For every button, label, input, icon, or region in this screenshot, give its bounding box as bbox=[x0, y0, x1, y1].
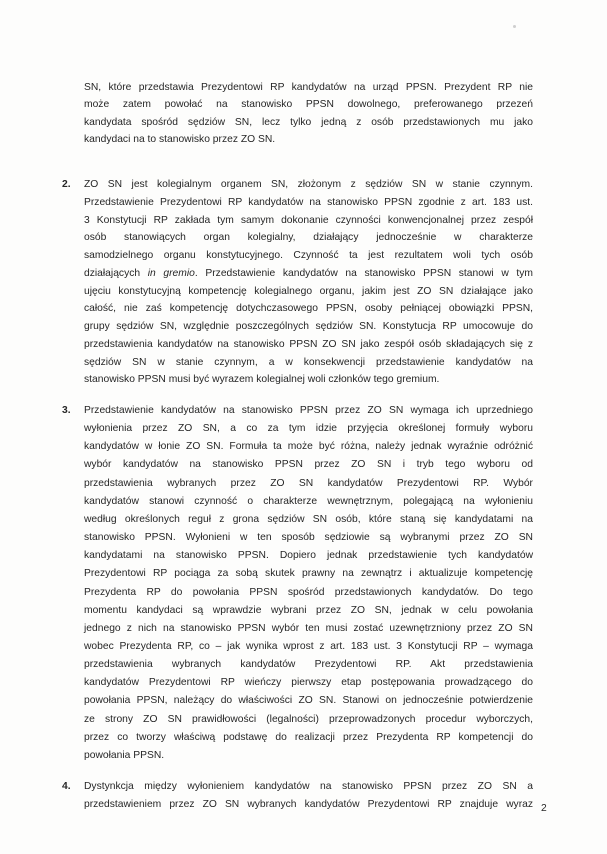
paragraph-number: 3. bbox=[62, 405, 71, 416]
text-line: Dystynkcja między wyłonieniem kandydatów na stanowisko PPSN przez ZO SN a bbox=[84, 781, 533, 792]
text-line: kandydatów Prezydentowi RP wieńczy pierwszy etap postępowania prowadzącego do bbox=[84, 677, 533, 689]
text-line: ZO SN jest kolegialnym organem SN, złożonym z sędziów SN w stanie czynnym. bbox=[84, 179, 533, 190]
text-line: kandydatów stanowi czynność o charakterze wewnętrznym, polegającą na wyłonieniu bbox=[84, 495, 533, 507]
text-line: Przedstawienie kandydatów na stanowisko PPSN przez ZO SN wymaga ich uprzedniego bbox=[84, 405, 533, 416]
text-line: może zatem powołać na stanowisko PPSN dowolnego, preferowanego przezeń bbox=[84, 99, 533, 111]
text-line: całość, nie zaś kompetencję dotychczasowego PPSN, osoby pełniącej obowiązki PPSN, bbox=[84, 303, 533, 315]
text-line: ujęciu konstytucyjną kompetencję kolegialnego organu, jakim jest ZO SN działające jako bbox=[84, 285, 533, 297]
paragraph-number: 2. bbox=[62, 179, 71, 190]
text-line: Przedstawienie Prezydentowi RP kandydatów na stanowisko PPSN zgodnie z art. 183 ust. bbox=[84, 196, 533, 208]
text-line: ze strony ZO SN prawidłowości (legalności) przeprowadzonych procedur wyborczych, bbox=[84, 713, 533, 725]
text-line: według określonych reguł z grona sędziów SN osób, które staną się kandydatami na bbox=[84, 513, 533, 525]
text-line: momentu kandydaci są wprawdzie wybrani przez ZO SN, jednak w celu powołania bbox=[84, 604, 533, 616]
text-line: kandydata spośród sędziów SN, lecz tylko jedną z osób przedstawionych mu jako bbox=[84, 116, 533, 128]
text-line: SN, które przedstawia Prezydentowi RP kandydatów na urząd PPSN. Prezydent RP nie bbox=[84, 82, 533, 93]
text-line: stanowisko PPSN. Wyłonieni w ten sposób sędziowie są wybranymi przez ZO SN bbox=[84, 532, 533, 544]
text-line: wyłonienia przez ZO SN, a co za tym idzie przyjęcia określonej formuły wyboru bbox=[84, 423, 533, 435]
text-line: stanowisko PPSN musi być wyrazem kolegialnej woli członków tego gremium. bbox=[84, 374, 440, 386]
page-number: 2 bbox=[541, 803, 547, 814]
text-line: samodzielnego organu konstytucyjnego. Czynność ta jest rezultatem woli tych osób bbox=[84, 250, 533, 261]
text-line: wybór kandydatów na stanowisko PPSN przez ZO SN i tryb tego wyboru od bbox=[84, 459, 533, 471]
scan-speck bbox=[513, 25, 516, 28]
text-line: przedstawieniem przez ZO SN wybranych kandydatów Prezydentowi RP znajduje wyraz bbox=[84, 798, 533, 810]
text-line: kandydaci na to stanowisko przez ZO SN. bbox=[84, 133, 276, 145]
text-line: kandydatami na stanowisko PPSN. Dopiero jednak przedstawienie tych kandydatów bbox=[84, 550, 533, 562]
text-line: Prezydentowi RP pociąga za sobą skutek prawny na zewnątrz i aktualizuje kompetencję bbox=[84, 568, 533, 580]
text-line: Prezydenta RP do powołania PPSN spośród przedstawionych kandydatów. Do tego bbox=[84, 586, 533, 598]
text-line: jednego z nich na stanowisko PPSN wybór ten musi zostać uzewnętrzniony przez ZO SN bbox=[84, 622, 533, 634]
text-line: kandydatów w łonie ZO SN. Formuła ta może być różna, należy jednak wyraźnie odróżnić bbox=[84, 441, 533, 453]
text-line: grupy sędziów SN, względnie poszczególnych sędziów SN. Konstytucja RP umocowuje do bbox=[84, 321, 533, 332]
text-line: wobec Prezydenta RP, co – jak wynika wprost z art. 183 ust. 3 Konstytucji RP – wymaga bbox=[84, 640, 533, 652]
text-line: przez co tworzy właściwą podstawę do realizacji przez Prezydenta RP kompetencji do bbox=[84, 731, 533, 743]
text-line: przedstawienia wybranych przez ZO SN kandydatów Prezydentowi RP. Wybór bbox=[84, 477, 533, 489]
text-line: przedstawienia wybranych kandydatów Prezydentowi RP. Akt przedstawienia bbox=[84, 659, 533, 671]
text-line: 3 Konstytucji RP zakłada tym samym dokonanie czynności konwencjonalnej przez zespół bbox=[84, 214, 533, 226]
text-line: osób stanowiących organ kolegialny, działający jednocześnie w charakterze bbox=[84, 232, 533, 244]
text-line: powołania PPSN, należący do właściwości ZO SN. Stanowi on jednocześnie potwierdzenie bbox=[84, 695, 533, 707]
text-line: przedstawienia kandydatów na stanowisko PPSN ZO SN jako zespół osób składających się z bbox=[84, 338, 533, 350]
text-line: powołania PPSN. bbox=[84, 749, 165, 761]
text-line: działających in gremio. Przedstawienie kandydatów na stanowisko PPSN stanowi w tym bbox=[84, 267, 533, 279]
paragraph-number: 4. bbox=[62, 781, 71, 792]
text-line: sędziów SN w stanie czynnym, a w konsekwencji przedstawienie kandydatów na bbox=[84, 356, 533, 368]
